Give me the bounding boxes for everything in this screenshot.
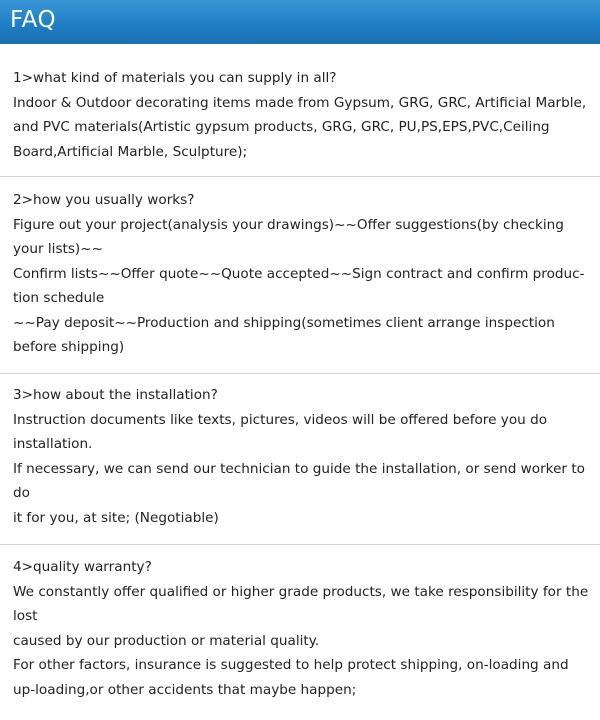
faq-answer-line: before shipping) bbox=[13, 339, 125, 355]
faq-answer-line: Instruction documents like texts, pictures, videos will be offered before you do bbox=[13, 411, 548, 428]
faq-answer-line: do bbox=[13, 485, 30, 501]
section-divider bbox=[0, 544, 600, 545]
faq-answer-line: For other factors, insurance is suggested to help protect shipping, on-loading and bbox=[13, 657, 569, 673]
faq-item-materials bbox=[13, 66, 593, 164]
faq-answer-line: ~~Pay deposit~~Production and shipping(sometimes client arrange inspection bbox=[13, 314, 555, 331]
faq-answer-line: caused by our production or material quality. bbox=[13, 632, 320, 649]
faq-answer-line: We constantly offer qualified or higher grade products, we take responsibility for the bbox=[13, 583, 589, 600]
page-title: FAQ bbox=[10, 7, 57, 33]
faq-answer-line: tion schedule bbox=[13, 290, 105, 306]
faq-item-installation bbox=[13, 383, 593, 530]
faq-item-warranty bbox=[13, 555, 593, 702]
faq-answer-line: Indoor & Outdoor decorating items made from Gypsum, GRG, GRC, Artificial Marble, bbox=[13, 94, 587, 111]
faq-answer-line: If necessary, we can send our technician to guide the installation, or send worker to bbox=[13, 460, 585, 477]
faq-answer-line: Figure out your project(analysis your drawings)~~Offer suggestions(by checking bbox=[13, 216, 564, 233]
faq-item-workflow bbox=[13, 188, 593, 360]
faq-question: 3>how about the installation? bbox=[13, 387, 218, 403]
faq-question: 4>quality warranty? bbox=[13, 559, 152, 575]
section-divider bbox=[0, 176, 600, 177]
faq-answer-line: up-loading,or other accidents that maybe happen; bbox=[13, 681, 357, 698]
faq-answer-line: lost bbox=[13, 608, 38, 624]
faq-header-bar bbox=[0, 0, 600, 44]
section-divider bbox=[0, 373, 600, 374]
faq-answer-line: installation. bbox=[13, 436, 93, 452]
faq-answer-line: Confirm lists~~Offer quote~~Quote accepted~~Sign contract and confirm produc- bbox=[13, 265, 585, 282]
faq-question: 1>what kind of materials you can supply in all? bbox=[13, 70, 337, 86]
faq-answer-line: and PVC materials(Artistic gypsum products, GRG, GRC, PU,PS,EPS,PVC,Ceiling bbox=[13, 119, 550, 135]
faq-question: 2>how you usually works? bbox=[13, 192, 195, 208]
faq-answer-line: Board,Artificial Marble, Sculpture); bbox=[13, 143, 248, 160]
faq-answer-line: it for you, at site; (Negotiable) bbox=[13, 509, 219, 526]
faq-answer-line: your lists)~~ bbox=[13, 241, 104, 257]
